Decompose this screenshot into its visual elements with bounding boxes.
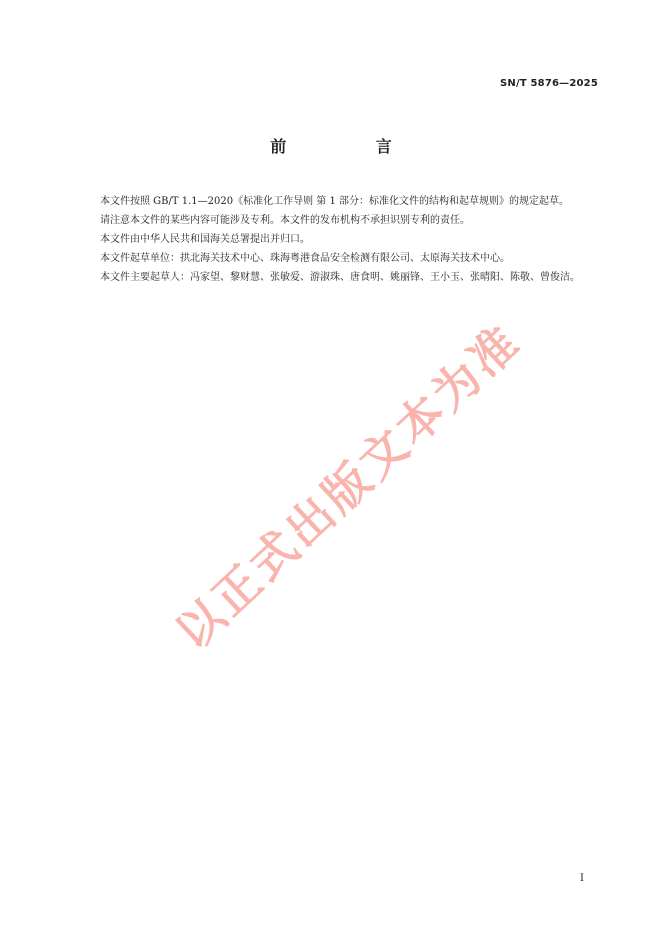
paragraph-drafting-rules: 本文件按照 GB/T 1.1—2020《标准化工作导则 第 1 部分：标准化文件的结构和起草规则》的规定起草。 bbox=[100, 196, 569, 207]
watermark: 以正式出版文本为准 bbox=[165, 313, 532, 660]
paragraph-proposer: 本文件由中华人民共和国海关总署提出并归口。 bbox=[100, 234, 310, 245]
page-title: 前 言 bbox=[270, 137, 434, 156]
paragraph-patent-notice: 请注意本文件的某些内容可能涉及专利。本文件的发布机构不承担识别专利的责任。 bbox=[100, 215, 470, 226]
paragraph-drafting-units: 本文件起草单位：拱北海关技术中心、珠海粤港食品安全检测有限公司、太原海关技术中心。 bbox=[100, 253, 510, 264]
standard-code: SN/T 5876—2025 bbox=[500, 78, 598, 89]
foreword-body bbox=[80, 194, 602, 289]
page-number: I bbox=[580, 873, 584, 884]
paragraph-drafters: 本文件主要起草人：冯家望、黎财慧、张敏爱、游淑珠、唐食明、姚丽锋、王小玉、张晴阳、陈敬、曾俊洁。 bbox=[100, 272, 580, 283]
